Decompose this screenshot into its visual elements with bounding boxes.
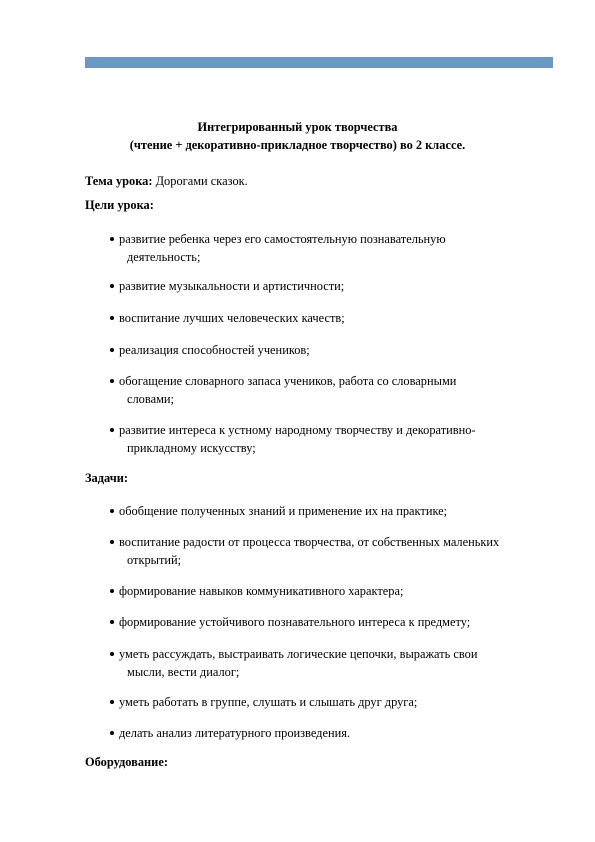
bullet-icon xyxy=(110,237,114,241)
list-item xyxy=(110,309,560,327)
list-item-line: формирование устойчивого познавательного интереса к предмету; xyxy=(110,613,560,631)
header-color-bar xyxy=(85,57,553,68)
list-item-line: развитие ребенка через его самостоятельную познавательную xyxy=(110,230,560,248)
list-item-line: обогащение словарного запаса учеников, работа со словарными xyxy=(110,372,560,390)
list-item-line: развитие музыкальности и артистичности; xyxy=(110,277,560,295)
list-item-line: делать анализ литературного произведения. xyxy=(110,724,560,742)
list-item xyxy=(110,502,560,520)
topic-line xyxy=(85,174,248,189)
tasks-heading: Задачи: xyxy=(85,471,128,485)
list-item-line: прикладному искусству; xyxy=(127,441,256,455)
list-item xyxy=(110,277,560,295)
list-item-line: уметь рассуждать, выстраивать логические цепочки, выражать свои xyxy=(110,645,560,663)
list-item-line: воспитание радости от процесса творчества, от собственных маленьких xyxy=(110,533,560,551)
bullet-icon xyxy=(110,620,114,624)
list-item xyxy=(110,724,560,742)
lesson-title: Интегрированный урок творчества xyxy=(197,120,398,134)
list-item xyxy=(110,341,560,359)
bullet-icon xyxy=(110,428,114,432)
list-item xyxy=(110,693,560,711)
bullet-icon xyxy=(110,509,114,513)
bullet-icon xyxy=(110,652,114,656)
list-item-line: открытий; xyxy=(127,553,182,567)
bullet-icon xyxy=(110,731,114,735)
list-item xyxy=(110,533,560,569)
list-item-line: формирование навыков коммуникативного характера; xyxy=(110,582,560,600)
list-item-line: развитие интереса к устному народному творчеству и декоративно- xyxy=(110,421,560,439)
list-item xyxy=(110,230,560,266)
bullet-icon xyxy=(110,316,114,320)
bullet-icon xyxy=(110,284,114,288)
list-item xyxy=(110,582,560,600)
equipment-heading: Оборудование: xyxy=(85,755,168,769)
topic-value: Дорогами сказок. xyxy=(152,174,248,188)
bullet-icon xyxy=(110,540,114,544)
list-item-line: словами; xyxy=(127,392,174,406)
list-item-line: деятельность; xyxy=(127,250,201,264)
list-item-line: уметь работать в группе, слушать и слышать друг друга; xyxy=(110,693,560,711)
list-item-line: мысли, вести диалог; xyxy=(127,665,240,679)
topic-label: Тема урока: xyxy=(85,174,153,188)
bullet-icon xyxy=(110,589,114,593)
list-item xyxy=(110,613,560,631)
list-item xyxy=(110,372,560,408)
goals-heading: Цели урока: xyxy=(85,198,154,212)
bullet-icon xyxy=(110,348,114,352)
bullet-icon xyxy=(110,379,114,383)
list-item-line: обобщение полученных знаний и применение их на практике; xyxy=(110,502,560,520)
lesson-subtitle: (чтение + декоративно-прикладное творчество) во 2 классе. xyxy=(129,138,466,152)
list-item xyxy=(110,421,560,457)
list-item-line: воспитание лучших человеческих качеств; xyxy=(110,309,560,327)
list-item xyxy=(110,645,560,681)
list-item-line: реализация способностей учеников; xyxy=(110,341,560,359)
bullet-icon xyxy=(110,700,114,704)
